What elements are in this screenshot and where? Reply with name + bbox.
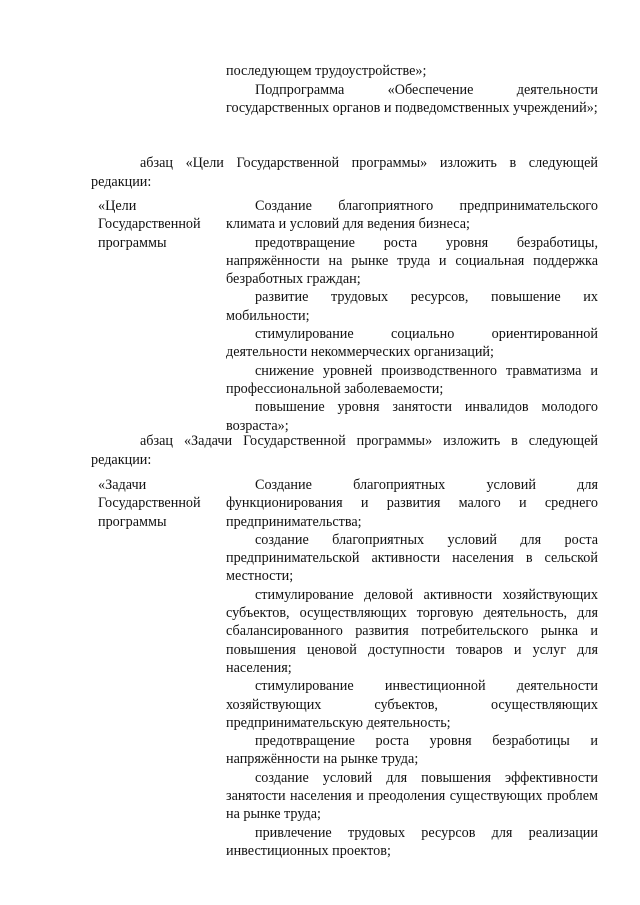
goals-item: стимулирование социально ориентированной деятельности некоммерческих организаций; [226, 326, 598, 361]
goals-list [226, 197, 598, 435]
intro-section [226, 62, 598, 118]
goals-label-line: «Цели [98, 198, 137, 214]
tasks-label [98, 476, 223, 531]
goals-item: повышение уровня занятости инвалидов молодого возраста»; [226, 399, 598, 434]
tasks-item: предотвращение роста уровня безработицы и напряжённости на рынке труда; [226, 733, 598, 768]
tasks-label-line: программы [98, 513, 167, 530]
tasks-list [226, 476, 598, 860]
abzac-tasks: абзац «Задачи Государственной программы» изложить в следующей редакции: [91, 433, 598, 468]
subprogram-paragraph: Подпрограмма «Обеспечение деятельности государственных органов и подведомственных учреждений»; [226, 81, 598, 116]
tasks-item: создание условий для повышения эффективности занятости населения и преодоления существующих проблем на рынке труда; [226, 769, 598, 823]
intro-line-1: последующем трудоустройстве»; [226, 63, 427, 79]
tasks-label-line: Государственной [98, 495, 201, 512]
tasks-item: стимулирование инвестиционной деятельности хозяйствующих субъектов, осуществляющих предпринимательскую деятельность; [226, 678, 598, 731]
tasks-item: Создание благоприятных условий для функционирования и развития малого и среднего предпринимательства; [226, 477, 598, 530]
tasks-item: привлечение трудовых ресурсов для реализации инвестиционных проектов; [226, 824, 598, 859]
goals-item: снижение уровней производственного травматизма и профессиональной заболеваемости; [226, 362, 598, 397]
goals-item: Создание благоприятного предпринимательского климата и условий для ведения бизнеса; [226, 198, 598, 233]
goals-label [98, 197, 223, 252]
goals-item: предотвращение роста уровня безработицы, напряжённости на рынке труда и социальная поддержка безработных граждан; [226, 234, 598, 288]
goals-label-line: программы [98, 234, 167, 251]
tasks-item: стимулирование деловой активности хозяйствующих субъектов, осуществляющих торговую деятельность, для сбалансированного развития потребительского рынка и повышения ценовой доступности товаров и услуг для населения; [226, 586, 598, 676]
tasks-label-line: «Задачи [98, 477, 147, 493]
goals-label-line: Государственной [98, 216, 201, 233]
tasks-item: создание благоприятных условий для роста предпринимательской активности населения в сельской местности; [226, 531, 598, 585]
abzac-goals: абзац «Цели Государственной программы» изложить в следующей редакции: [91, 155, 598, 190]
goals-item: развитие трудовых ресурсов, повышение их мобильности; [226, 289, 598, 324]
